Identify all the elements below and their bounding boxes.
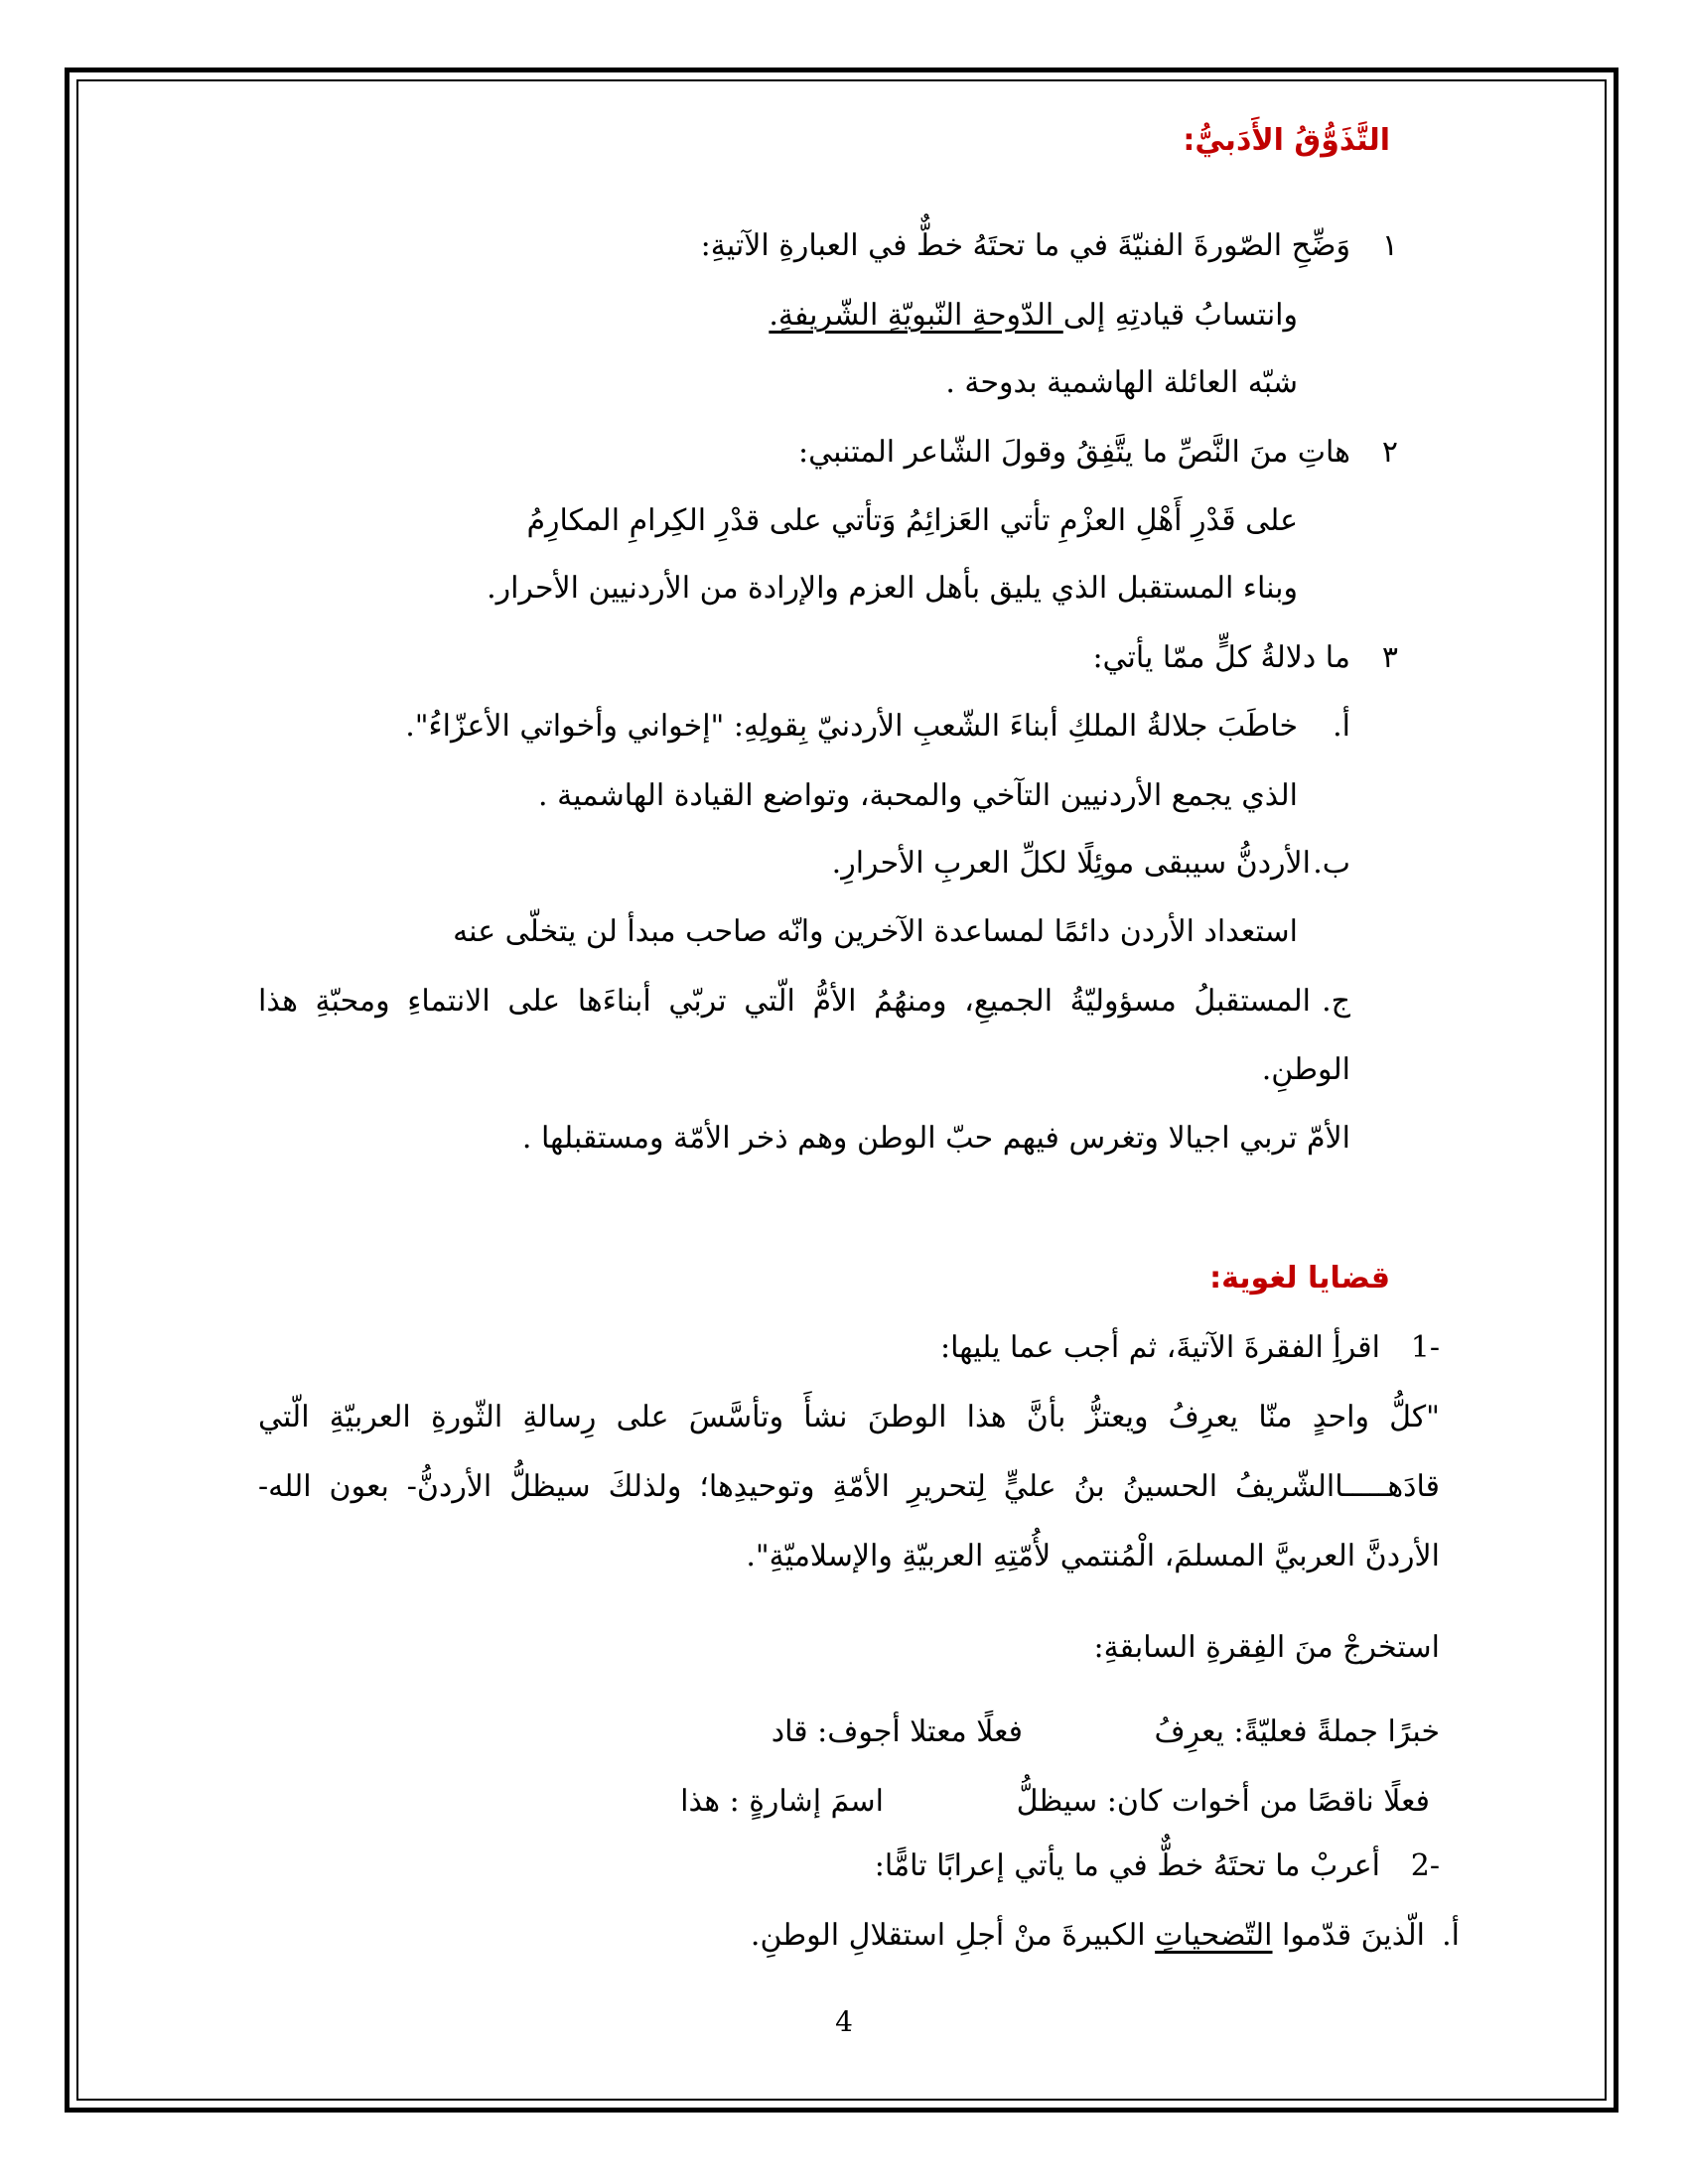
question-2-verse: على قَدْرِ أَهْلِ العزْمِ تأتي العَزائِمُ وَتأتي على قدْرِ الكِرامِ المكارِمُ: [526, 503, 1298, 538]
question-3a-label: أ.: [1333, 709, 1350, 744]
paragraph-line-2: قادَهـــــاالشّريفُ الحسينُ بنُ عليٍّ لِتحريرِ الأمّةِ وتوحيدِها؛ ولذلكَ سيظلُّ الأردنُّ- بعون الله-: [258, 1469, 1440, 1504]
question-3b-text: الأردنُّ سيبقى موئِلًا لكلِّ العربِ الأحرارِ.: [831, 846, 1311, 881]
text-underlined: التّضحياتِ: [1155, 1918, 1273, 1953]
question-3-number: ٣: [1381, 640, 1398, 675]
phrase-underlined: الدّوحةِ النّبويّةِ الشّريفةِ.: [769, 298, 1063, 333]
phrase-plain: وانتسابُ قيادتِهِ إلى: [1062, 298, 1298, 333]
extract-prompt: استخرجْ منَ الفِقرةِ السابقةِ:: [1093, 1630, 1440, 1665]
question-1-phrase: [769, 296, 1298, 336]
extract-item-3: فعلًا ناقصًا من أخوات كان: سيظلُّ: [1016, 1784, 1430, 1819]
linguistic-question-1-number: 1-: [1410, 1330, 1440, 1365]
question-3c-text-line1: المستقبلُ مسؤوليّةُ الجميعِ، ومنهُمُ الأمُّ الّتي تربّي أبناءَها على الانتماءِ ومحبّةِ هذا: [258, 984, 1311, 1019]
page-number: 4: [835, 2005, 853, 2038]
linguistic-question-1-prompt: اقرأِ الفقرةَ الآتيةَ، ثم أجب عما يليها:: [940, 1330, 1380, 1365]
text-after: الكبيرةَ منْ أجلِ استقلالِ الوطنِ.: [750, 1918, 1156, 1953]
question-3b-answer: استعداد الأردن دائمًا لمساعدة الآخرين وانّه صاحب مبدأ لن يتخلّى عنه: [453, 914, 1298, 949]
question-2-prompt: هاتِ منَ النَّصِّ ما يتَّفِقُ وقولَ الشّاعر المتنبي:: [798, 435, 1350, 470]
question-3c-label: ج.: [1322, 984, 1350, 1019]
question-3-prompt: ما دلالةُ كلٍّ ممّا يأتي:: [1092, 640, 1350, 675]
question-3b-label: ب.: [1313, 846, 1350, 881]
question-3c-answer: الأمّ تربي اجيالا وتغرس فيهم حبّ الوطن وهم ذخر الأمّة ومستقبلها .: [521, 1121, 1350, 1156]
question-1-prompt: وَضِّحِ الصّورةَ الفنيّةَ في ما تحتَهُ خطٌّ في العبارةِ الآتيةِ:: [700, 228, 1350, 263]
extract-item-4: اسمَ إشارةٍ : هذا: [680, 1784, 884, 1819]
linguistic-question-2a-text: [751, 1916, 1425, 1956]
question-1-number: ١: [1381, 228, 1398, 263]
question-2-number: ٢: [1381, 435, 1398, 470]
question-3a-answer: الذي يجمع الأردنيين التآخي والمحبة، وتواضع القيادة الهاشمية .: [538, 778, 1298, 813]
linguistic-question-2-prompt: أعربْ ما تحتَهُ خطٌّ في ما يأتي إعرابًا تامًّا:: [874, 1848, 1380, 1883]
extract-item-2: فعلًا معتلا أجوف: قاد: [771, 1714, 1023, 1749]
text-before: الّذينَ قدّموا: [1272, 1918, 1425, 1953]
extract-item-1: خبرًا جملةً فعليّةً: يعرِفُ: [1154, 1714, 1440, 1749]
question-2-answer: وبناء المستقبل الذي يليق بأهل العزم والإرادة من الأردنيين الأحرار.: [487, 571, 1298, 606]
section-heading-literary-appreciation: التَّذَوُّقُ الأَدَبيُّ:: [1183, 123, 1390, 158]
linguistic-question-2-number: 2-: [1410, 1848, 1440, 1883]
question-1-answer: شبّه العائلة الهاشمية بدوحة .: [945, 365, 1298, 400]
linguistic-question-2a-label: أ.: [1442, 1918, 1460, 1953]
question-3c-text-line2: الوطنِ.: [1261, 1052, 1350, 1087]
section-heading-linguistic-issues: قضايا لغوية:: [1209, 1261, 1390, 1296]
question-3a-text: خاطَبَ جلالةُ الملكِ أبناءَ الشّعبِ الأردنيّ بِقولِهِ: "إخواني وأخواتي الأعزّاءُ".: [405, 709, 1298, 744]
paragraph-line-1: "كلُّ واحدٍ منّا يعرِفُ ويعتزُّ بأنَّ هذا الوطنَ نشأَ وتأسَّسَ على رِسالةِ الثّورةِ العربيّةِ الّتي: [258, 1400, 1440, 1434]
paragraph-line-3: الأردنَّ العربيَّ المسلمَ، الْمُنتمي لأُمّتِهِ العربيّةِ والإسلاميّةِ".: [746, 1539, 1440, 1573]
